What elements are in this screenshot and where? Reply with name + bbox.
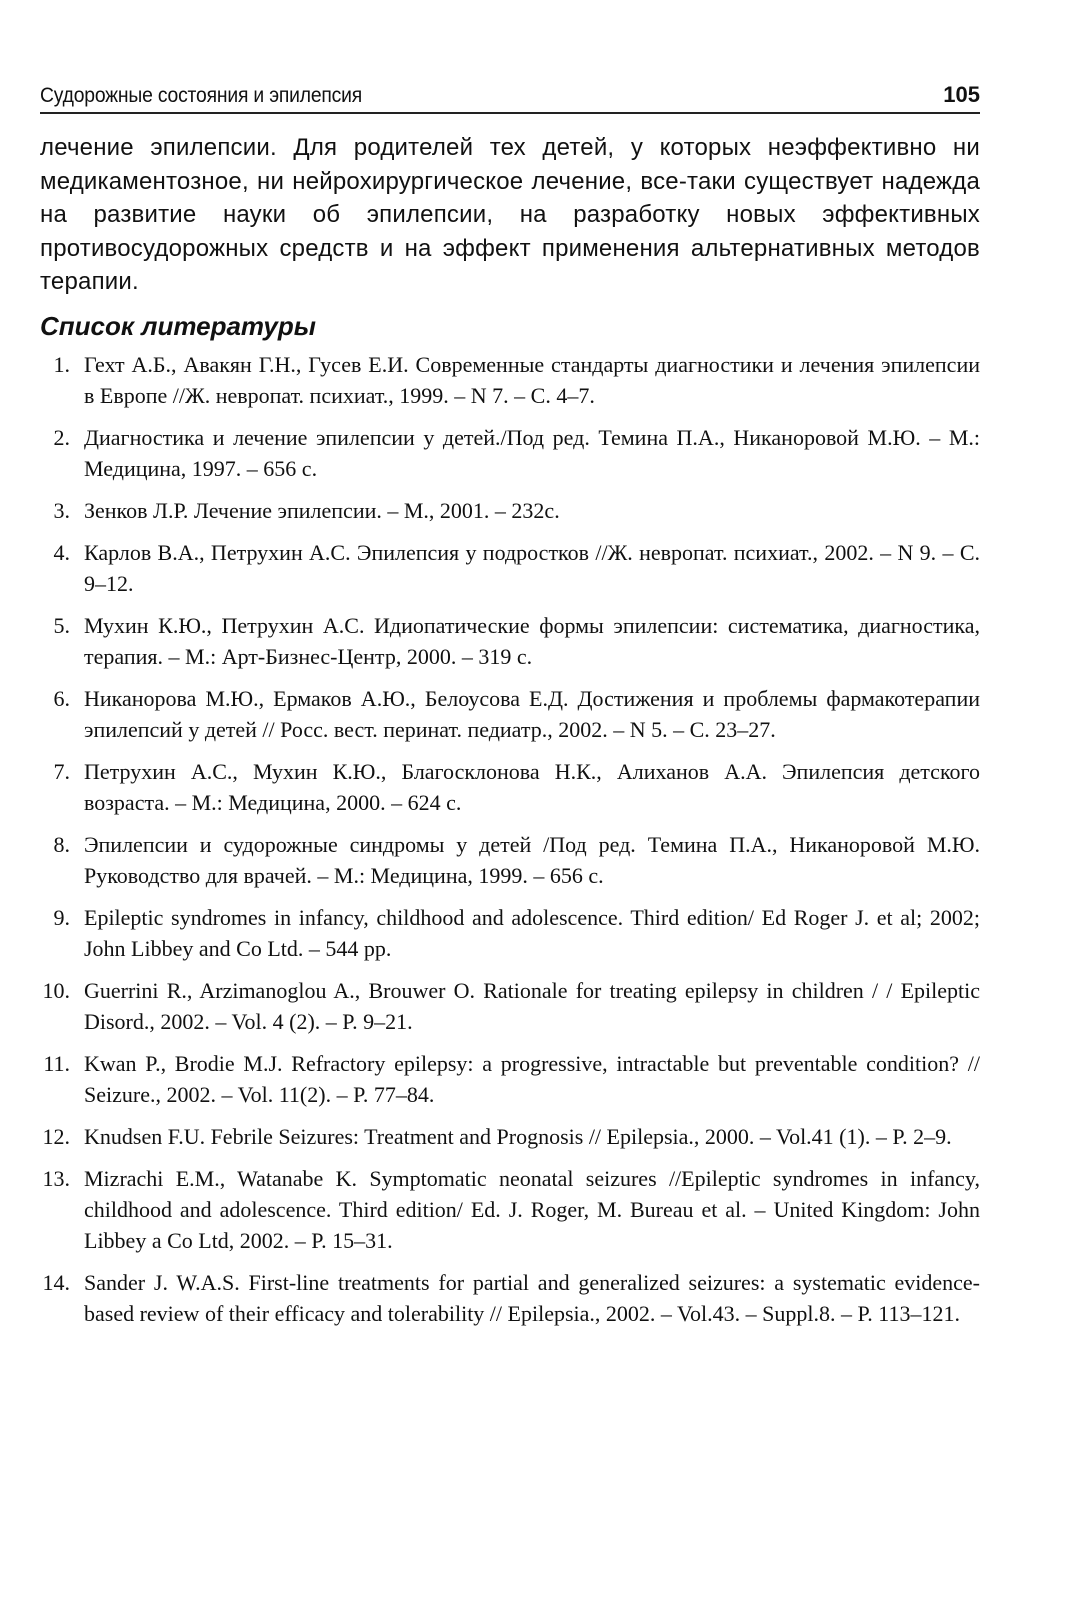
reference-item (40, 1163, 980, 1256)
reference-number: 11. (43, 1050, 70, 1076)
reference-text: Sander J. W.A.S. First-line treatments for partial and generalized seizures: a systematic evidence-based review of their efficacy and tolerability // Epilepsia., 2002. – Vol.43. – Suppl.8. – P. 113–121. (84, 1269, 980, 1326)
reference-item (40, 422, 980, 484)
reference-number: 8. (53, 831, 70, 857)
reference-item (40, 829, 980, 891)
reference-item (40, 902, 980, 964)
reference-number: 10. (42, 977, 70, 1003)
reference-item (40, 975, 980, 1037)
book-page (40, 70, 980, 1340)
reference-list (40, 349, 980, 1329)
reference-item (40, 756, 980, 818)
reference-item (40, 1267, 980, 1329)
reference-text: Эпилепсии и судорожные синдромы у детей /Под ред. Темина П.А., Никаноровой М.Ю. Руководство для врачей. – М.: Медицина, 1999. – 656 с. (84, 831, 980, 888)
reference-item (40, 537, 980, 599)
running-title: Судорожные состояния и эпилепсия (40, 84, 363, 107)
reference-number: 12. (42, 1123, 70, 1149)
reference-text: Knudsen F.U. Febrile Seizures: Treatment and Prognosis // Epilepsia., 2000. – Vol.41 (1). – P. 2–9. (84, 1123, 952, 1149)
reference-number: 14. (42, 1269, 70, 1295)
reference-number: 5. (53, 612, 70, 638)
reference-number: 2. (53, 424, 70, 450)
reference-item (40, 349, 980, 411)
references-heading: Список литературы (40, 310, 316, 341)
reference-text: Guerrini R., Arzimanoglou A., Brouwer O. Rationale for treating epilepsy in children / / Epileptic Disord., 2002. – Vol. 4 (2). – P. 9–21. (84, 977, 980, 1034)
reference-item (40, 1048, 980, 1110)
reference-text: Kwan P., Brodie M.J. Refractory epilepsy: a progressive, intractable but preventable condition? // Seizure., 2002. – Vol. 11(2). – P. 77–84. (84, 1050, 980, 1107)
reference-text: Диагностика и лечение эпилепсии у детей./Под ред. Темина П.А., Никаноровой М.Ю. – М.: Медицина, 1997. – 656 с. (84, 424, 980, 481)
reference-item (40, 683, 980, 745)
reference-number: 7. (53, 758, 70, 784)
reference-text: Гехт А.Б., Авакян Г.Н., Гусев Е.И. Современные стандарты диагностики и лечения эпилепсии в Европе //Ж. невропат. психиат., 1999. – N 7. – С. 4–7. (84, 351, 980, 408)
running-header (40, 70, 980, 114)
reference-number: 6. (53, 685, 70, 711)
reference-number: 13. (42, 1165, 70, 1191)
reference-number: 4. (53, 539, 70, 565)
reference-item (40, 610, 980, 672)
reference-text: Петрухин А.С., Мухин К.Ю., Благосклонова Н.К., Алиханов А.А. Эпилепсия детского возраста. – М.: Медицина, 2000. – 624 с. (84, 758, 980, 815)
reference-text: Epileptic syndromes in infancy, childhood and adolescence. Third edition/ Ed Roger J. et al; 2002; John Libbey and Co Ltd. – 544 pp. (84, 904, 980, 961)
reference-text: Никанорова М.Ю., Ермаков А.Ю., Белоусова Е.Д. Достижения и проблемы фармакотерапии эпилепсий у детей // Росс. вест. перинат. педиатр., 2002. – N 5. – С. 23–27. (84, 685, 980, 742)
reference-text: Mizrachi E.M., Watanabe K. Symptomatic neonatal seizures //Epileptic syndromes in infancy, childhood and adolescence. Third edition/ Ed. J. Roger, M. Bureau et al. – United Kingdom: John Libbey a Co Ltd, 2002. – P. 15–31. (84, 1165, 980, 1253)
reference-text: Карлов В.А., Петрухин А.С. Эпилепсия у подростков //Ж. невропат. психиат., 2002. – N 9. – С. 9–12. (84, 539, 980, 596)
reference-text: Зенков Л.Р. Лечение эпилепсии. – М., 2001. – 232с. (84, 497, 560, 523)
intro-paragraph: лечение эпилепсии. Для родителей тех детей, у которых неэффективно ни медикаментозное, ни нейрохирургическое лечение, все-таки существует надежда на развитие науки об эпилепсии, на разработку новых эффективных противосудорожных средств и на эффект применения альтернативных методов терапии. (40, 134, 980, 295)
reference-text: Мухин К.Ю., Петрухин А.С. Идиопатические формы эпилепсии: систематика, диагностика, терапия. – М.: Арт-Бизнес-Центр, 2000. – 319 с. (84, 612, 980, 669)
reference-number: 1. (53, 351, 70, 377)
reference-number: 3. (53, 497, 70, 523)
page-number: 105 (943, 82, 980, 107)
reference-number: 9. (53, 904, 70, 930)
reference-item (40, 1121, 980, 1152)
reference-item (40, 495, 980, 526)
